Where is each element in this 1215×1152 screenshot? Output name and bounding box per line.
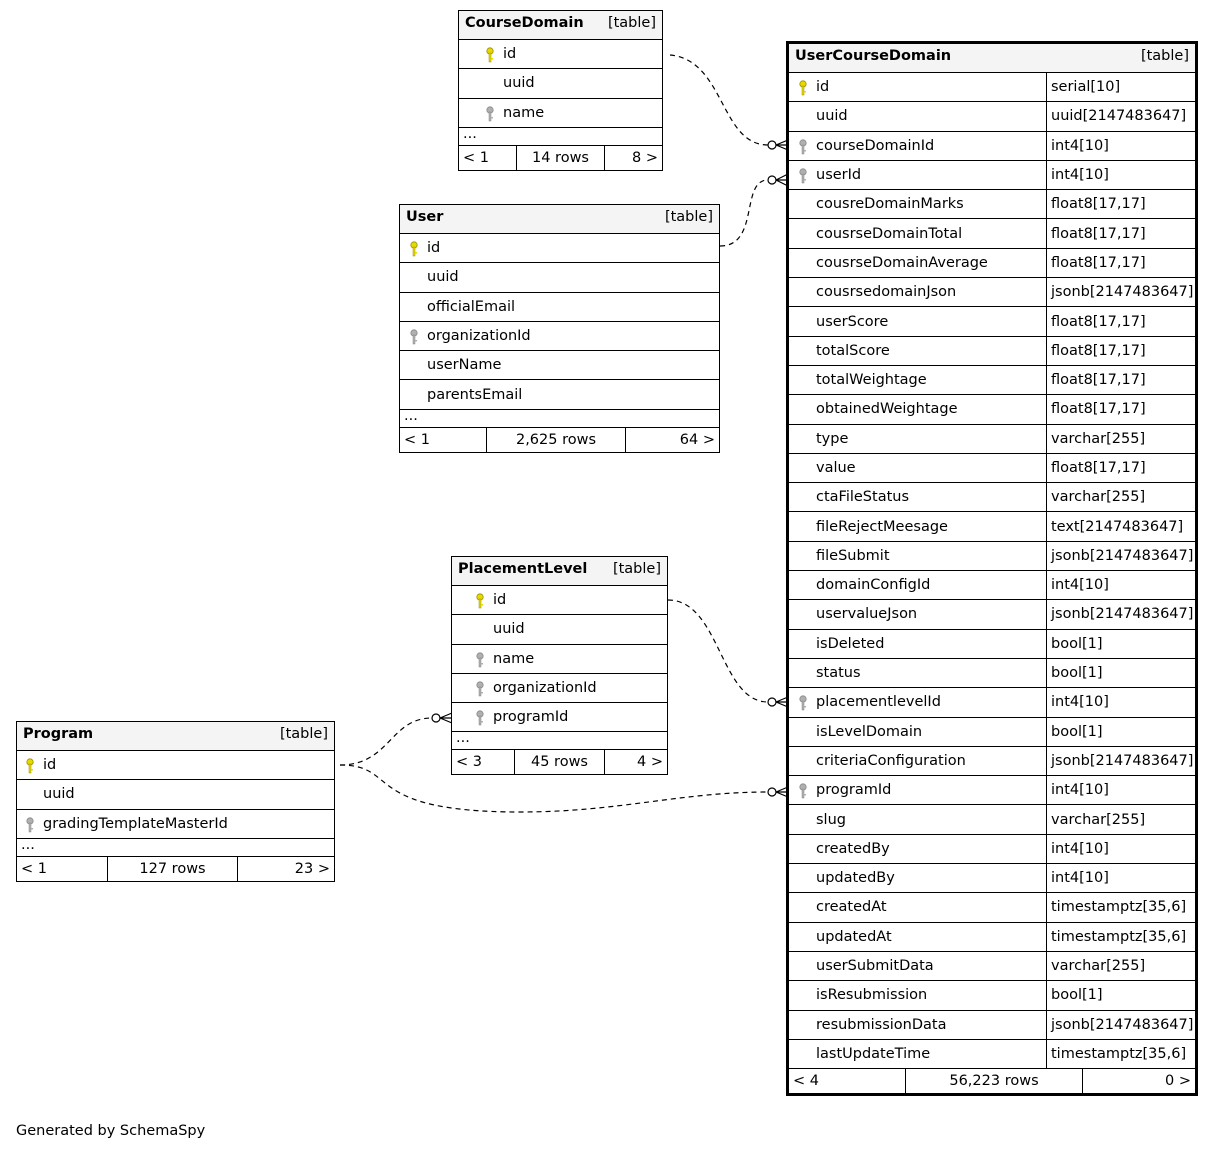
table-program[interactable] — [16, 721, 335, 882]
column-row[interactable] — [789, 454, 1195, 483]
table-header — [459, 11, 662, 40]
table-name: PlacementLevel — [458, 561, 588, 577]
column-name: placementlevelId — [816, 694, 941, 711]
column-type: serial[10] — [1051, 79, 1121, 96]
table-user[interactable] — [399, 204, 720, 453]
column-name: uuid — [493, 621, 525, 638]
column-row[interactable] — [789, 952, 1195, 981]
column-row[interactable] — [459, 69, 662, 98]
column-name-cell — [789, 395, 1047, 423]
column-row[interactable] — [789, 395, 1195, 424]
column-name: id — [816, 79, 830, 96]
primary-key-icon — [409, 241, 419, 257]
parents-count[interactable]: < 1 — [400, 428, 487, 452]
primary-key-icon — [798, 80, 808, 96]
column-row[interactable] — [17, 780, 334, 809]
column-name-cell — [789, 776, 1047, 804]
column-row[interactable] — [789, 864, 1195, 893]
column-name-cell — [789, 454, 1047, 482]
column-row[interactable] — [789, 132, 1195, 161]
column-name: criteriaConfiguration — [816, 752, 966, 769]
column-name-cell — [789, 1011, 1047, 1039]
column-row[interactable] — [789, 1011, 1195, 1040]
table-footer — [789, 1069, 1195, 1093]
column-list — [452, 586, 667, 732]
column-row[interactable] — [452, 645, 667, 674]
column-name: id — [493, 592, 507, 609]
ellipsis: ... — [459, 128, 662, 146]
column-name-cell — [789, 483, 1047, 511]
ellipsis: ... — [400, 410, 719, 428]
column-type: int4[10] — [1051, 577, 1109, 594]
column-row[interactable] — [789, 776, 1195, 805]
column-type: varchar[255] — [1051, 958, 1146, 975]
table-usercoursedomain[interactable] — [786, 41, 1198, 1096]
generated-by-credit: Generated by SchemaSpy — [16, 1123, 206, 1139]
column-row[interactable] — [789, 102, 1195, 131]
row-count: 56,223 rows — [906, 1069, 1083, 1093]
column-row[interactable] — [789, 835, 1195, 864]
column-name: organizationId — [493, 680, 597, 697]
table-footer — [459, 146, 662, 170]
column-type: bool[1] — [1051, 987, 1103, 1004]
column-name: updatedAt — [816, 928, 892, 945]
column-name: createdBy — [816, 840, 890, 857]
column-name: ctaFileStatus — [816, 489, 910, 506]
ellipsis: ... — [17, 839, 334, 857]
column-name: slug — [816, 811, 846, 828]
table-header — [400, 205, 719, 234]
column-row[interactable] — [789, 542, 1195, 571]
table-name: CourseDomain — [465, 15, 584, 31]
column-name: value — [816, 460, 856, 476]
ellipsis: ... — [452, 732, 667, 750]
column-type: timestamptz[35,6] — [1051, 899, 1187, 916]
column-name-cell — [789, 278, 1047, 306]
children-count[interactable]: 8 > — [632, 149, 658, 166]
column-name: organizationId — [427, 328, 531, 345]
table-tag: [table] — [607, 15, 656, 31]
column-name-cell — [789, 102, 1047, 130]
column-type: int4[10] — [1051, 167, 1109, 184]
foreign-key-icon — [485, 106, 495, 122]
column-name: name — [493, 650, 535, 667]
parents-count[interactable]: < 1 — [459, 146, 517, 170]
column-name: fileSubmit — [816, 547, 890, 564]
column-name: userScore — [816, 313, 889, 330]
foreign-key-icon — [475, 652, 485, 668]
column-name: programId — [493, 709, 569, 726]
rel-placementlevel-usercoursedomain — [668, 600, 768, 702]
column-type: timestamptz[35,6] — [1051, 928, 1187, 945]
column-row[interactable] — [789, 630, 1195, 659]
column-type: bool[1] — [1051, 723, 1103, 740]
table-header — [17, 722, 334, 751]
children-count[interactable]: 0 > — [1165, 1073, 1191, 1090]
column-name-cell — [789, 73, 1047, 101]
row-count: 2,625 rows — [487, 428, 626, 452]
column-type: float8[17,17] — [1051, 196, 1146, 213]
table-name: User — [406, 209, 444, 225]
foreign-key-icon — [475, 681, 485, 697]
column-name-cell — [789, 805, 1047, 833]
column-name-cell — [789, 630, 1047, 658]
column-name: type — [816, 430, 849, 447]
column-name: parentsEmail — [427, 386, 523, 403]
primary-key-icon — [485, 47, 495, 63]
column-row[interactable] — [400, 351, 719, 380]
column-type: jsonb[2147483647] — [1051, 606, 1194, 623]
row-count: 45 rows — [515, 750, 605, 774]
column-row[interactable] — [17, 810, 334, 839]
column-row[interactable] — [789, 366, 1195, 395]
column-type: jsonb[2147483647] — [1051, 1016, 1194, 1033]
column-row[interactable] — [452, 674, 667, 703]
column-name: obtainedWeightage — [816, 401, 958, 418]
children-count[interactable]: 64 > — [679, 431, 715, 448]
column-name-cell — [789, 161, 1047, 189]
row-count: 14 rows — [517, 146, 605, 170]
column-name: fileRejectMeesage — [816, 518, 948, 535]
column-name-cell — [789, 1040, 1047, 1068]
column-name-cell — [789, 923, 1047, 951]
column-type: text[2147483647] — [1051, 518, 1184, 535]
column-name-cell — [789, 718, 1047, 746]
column-name: programId — [816, 782, 892, 799]
column-name: uuid — [816, 108, 848, 125]
column-list — [789, 73, 1195, 1069]
column-name: cousrseDomainAverage — [816, 254, 988, 271]
table-footer — [17, 857, 334, 881]
table-footer — [452, 750, 667, 774]
column-type: varchar[255] — [1051, 811, 1146, 828]
foreign-key-icon — [25, 817, 35, 833]
table-header — [789, 44, 1195, 73]
table-placementlevel[interactable] — [451, 556, 668, 775]
column-name: id — [503, 46, 517, 63]
column-row[interactable] — [452, 586, 667, 615]
column-name: uuid — [427, 269, 459, 286]
column-type: float8[17,17] — [1051, 225, 1146, 242]
foreign-key-icon — [798, 139, 808, 155]
column-name: status — [816, 665, 861, 682]
table-coursedomain[interactable] — [458, 10, 663, 171]
column-name-cell — [789, 512, 1047, 540]
column-name: domainConfigId — [816, 577, 931, 594]
column-row[interactable] — [789, 307, 1195, 336]
column-type: float8[17,17] — [1051, 401, 1146, 418]
column-row[interactable] — [459, 40, 662, 69]
column-name-cell — [789, 307, 1047, 335]
column-name: cousrseDomainTotal — [816, 225, 963, 242]
column-name: courseDomainId — [816, 137, 935, 154]
column-row[interactable] — [789, 425, 1195, 454]
primary-key-icon — [475, 593, 485, 609]
column-name-cell — [789, 366, 1047, 394]
column-name-cell — [789, 659, 1047, 687]
column-row[interactable] — [400, 263, 719, 292]
column-name: totalWeightage — [816, 372, 927, 389]
table-footer — [400, 428, 719, 452]
column-name-cell — [789, 190, 1047, 218]
column-row[interactable] — [789, 659, 1195, 688]
column-row[interactable] — [789, 161, 1195, 190]
column-name-cell — [789, 571, 1047, 599]
table-tag: [table] — [279, 726, 328, 742]
column-row[interactable] — [789, 337, 1195, 366]
primary-key-icon — [25, 758, 35, 774]
column-type: uuid[2147483647] — [1051, 108, 1187, 125]
column-name: lastUpdateTime — [816, 1045, 931, 1062]
parents-count[interactable]: < 3 — [452, 750, 515, 774]
column-type: timestamptz[35,6] — [1051, 1045, 1187, 1062]
parents-count[interactable]: < 1 — [17, 857, 108, 881]
column-name-cell — [789, 835, 1047, 863]
column-name: createdAt — [816, 899, 887, 916]
column-name: isLevelDomain — [816, 723, 923, 740]
column-row[interactable] — [400, 322, 719, 351]
column-name: name — [503, 104, 545, 121]
column-row[interactable] — [459, 99, 662, 128]
foreign-key-icon — [798, 168, 808, 184]
column-name: cousreDomainMarks — [816, 196, 964, 213]
column-type: int4[10] — [1051, 137, 1109, 154]
children-count[interactable]: 23 > — [294, 860, 330, 877]
table-header — [452, 557, 667, 586]
column-name-cell — [789, 337, 1047, 365]
column-name-cell — [789, 600, 1047, 628]
column-type: float8[17,17] — [1051, 313, 1146, 330]
table-name: Program — [23, 726, 94, 742]
column-type: varchar[255] — [1051, 430, 1146, 447]
column-type: float8[17,17] — [1051, 254, 1146, 271]
row-count: 127 rows — [108, 857, 238, 881]
column-name: uuid — [43, 786, 75, 803]
table-tag: [table] — [664, 209, 713, 225]
column-name-cell — [789, 893, 1047, 921]
column-name-cell — [789, 219, 1047, 247]
table-tag: [table] — [612, 561, 661, 577]
column-row[interactable] — [400, 380, 719, 409]
column-name-cell — [789, 688, 1047, 716]
column-name: id — [43, 757, 57, 774]
rel-program-placementlevel — [340, 718, 432, 765]
column-name: resubmissionData — [816, 1016, 947, 1033]
column-name: uuid — [503, 75, 535, 92]
column-row[interactable] — [452, 615, 667, 644]
column-type: bool[1] — [1051, 635, 1103, 652]
column-type: float8[17,17] — [1051, 372, 1146, 389]
column-name-cell — [789, 747, 1047, 775]
column-row[interactable] — [789, 805, 1195, 834]
column-name: gradingTemplateMasterId — [43, 815, 228, 832]
column-type: int4[10] — [1051, 870, 1109, 887]
column-row[interactable] — [789, 249, 1195, 278]
column-type: int4[10] — [1051, 694, 1109, 711]
column-type: int4[10] — [1051, 782, 1109, 799]
column-name-cell — [789, 542, 1047, 570]
column-name: userSubmitData — [816, 958, 934, 975]
column-row[interactable] — [789, 923, 1195, 952]
column-row[interactable] — [400, 293, 719, 322]
column-row[interactable] — [789, 893, 1195, 922]
column-name: isDeleted — [816, 635, 885, 652]
column-row[interactable] — [789, 512, 1195, 541]
column-row[interactable] — [789, 73, 1195, 102]
column-row[interactable] — [789, 571, 1195, 600]
column-row[interactable] — [789, 600, 1195, 629]
column-name: userId — [816, 167, 862, 184]
rel-coursedomain-usercoursedomain — [670, 55, 768, 145]
column-type: jsonb[2147483647] — [1051, 752, 1194, 769]
column-row[interactable] — [452, 703, 667, 732]
column-row[interactable] — [789, 190, 1195, 219]
column-list — [400, 234, 719, 410]
column-row[interactable] — [789, 219, 1195, 248]
column-type: bool[1] — [1051, 665, 1103, 682]
column-type: jsonb[2147483647] — [1051, 284, 1194, 301]
column-name: id — [427, 240, 441, 257]
column-list — [459, 40, 662, 128]
column-type: float8[17,17] — [1051, 342, 1146, 359]
parents-count[interactable]: < 4 — [789, 1069, 906, 1093]
column-row[interactable] — [789, 483, 1195, 512]
column-name: updatedBy — [816, 870, 895, 887]
column-name-cell — [789, 864, 1047, 892]
column-type: varchar[255] — [1051, 489, 1146, 506]
table-name: UserCourseDomain — [795, 48, 952, 64]
foreign-key-icon — [798, 783, 808, 799]
rel-user-usercoursedomain — [720, 180, 768, 246]
column-name-cell — [789, 981, 1047, 1009]
column-type: jsonb[2147483647] — [1051, 547, 1194, 564]
column-type: float8[17,17] — [1051, 460, 1146, 476]
column-name: userName — [427, 357, 502, 374]
column-row[interactable] — [17, 751, 334, 780]
column-name-cell — [789, 425, 1047, 453]
column-name: totalScore — [816, 342, 890, 359]
children-count[interactable]: 4 > — [637, 754, 663, 771]
column-name-cell — [789, 249, 1047, 277]
column-name-cell — [789, 132, 1047, 160]
column-row[interactable] — [789, 1040, 1195, 1069]
foreign-key-icon — [798, 695, 808, 711]
column-row[interactable] — [789, 718, 1195, 747]
column-row[interactable] — [789, 747, 1195, 776]
table-tag: [table] — [1140, 48, 1189, 64]
column-name-cell — [789, 952, 1047, 980]
column-name: uservalueJson — [816, 606, 918, 623]
foreign-key-icon — [409, 329, 419, 345]
column-name: isResubmission — [816, 987, 928, 1004]
column-row[interactable] — [789, 981, 1195, 1010]
foreign-key-icon — [475, 710, 485, 726]
column-name: officialEmail — [427, 298, 516, 315]
column-name: cousrsedomainJson — [816, 284, 957, 301]
column-list — [17, 751, 334, 839]
column-type: int4[10] — [1051, 840, 1109, 857]
column-row[interactable] — [400, 234, 719, 263]
column-row[interactable] — [789, 278, 1195, 307]
column-row[interactable] — [789, 688, 1195, 717]
